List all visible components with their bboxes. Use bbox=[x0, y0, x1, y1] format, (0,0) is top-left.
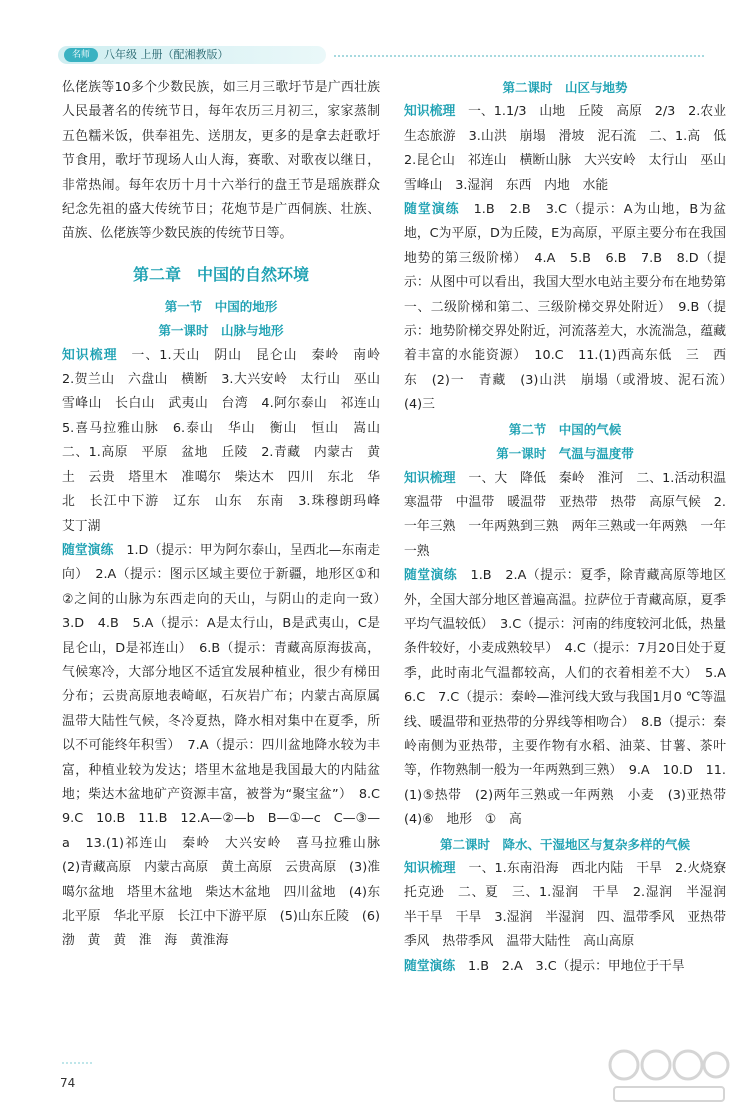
answer-block bbox=[62, 539, 393, 954]
footer-dotted-rule bbox=[62, 1062, 92, 1064]
section-title: 第二课时 山区与地势 bbox=[502, 80, 628, 95]
answer-block bbox=[404, 857, 739, 955]
block-tag: 随堂演练 bbox=[404, 202, 460, 218]
block-text: 一、1.1/3 山地 丘陵 高原 2/3 2.农业 生态旅游 3.山洪 崩塌 滑坡 泥石流 二、1.高 低 2.昆仑山 祁连山 横断山脉 大兴安岭 太行山 巫山 雪峰山 3.湿润 东西 内地 水能 bbox=[404, 104, 739, 193]
answer-block bbox=[404, 198, 739, 418]
right-column bbox=[404, 76, 739, 979]
page-number: 74 bbox=[60, 1076, 76, 1090]
block-tag: 随堂演练 bbox=[62, 542, 114, 558]
section-title: 第一课时 气温与温度带 bbox=[496, 446, 634, 462]
block-text: 1.B 2.A 3.C（提示：甲地位于干旱 bbox=[455, 958, 685, 974]
block-tag: 随堂演练 bbox=[404, 568, 458, 584]
answer-block bbox=[404, 564, 739, 832]
block-tag: 知识梳理 bbox=[404, 104, 456, 120]
answer-block bbox=[404, 467, 739, 565]
block-tag: 知识梳理 bbox=[62, 347, 118, 363]
watermark-logo-icon bbox=[604, 1037, 734, 1107]
answer-block bbox=[404, 100, 739, 198]
block-text: 1.B 2.A（提示：夏季，除青藏高原等地区外，全国大部分地区普遍高温。拉萨位于青藏高原，夏季平均气温较低） 3.C（提示：河南的纬度较河北低，热量条件较好，小麦成熟较早） 4.C（提示：7月20日处于夏季，此时南北气温都较高，人们的衣着相差不大） 5.A 6.C 7.C（提示：秦岭—淮河线大致与我国1月0 ℃等温线、暖温带和亚热带的分界线等相吻合） 8.B（提示：秦岭南侧为亚热带，主要作物有水稻、油菜、甘薯、茶叶等，作物熟制一般为一年两熟到三熟） 9.A 10.D 11.(1)⑤热带 (2)两年三熟或一年两熟 小麦 (3)亚热带 (4)⑥ 地形 ① 高 bbox=[404, 568, 739, 828]
page-header bbox=[58, 46, 708, 66]
book-title: 八年级 上册（配湘教版） bbox=[104, 48, 229, 61]
paragraph: 仫佬族等10多个少数民族，如三月三歌圩节是广西壮族人民最著名的传统节日，每年农历三月初三，家家蒸制五色糯米饭，供奉祖先、送朋友，更多的是拿去赶歌圩节食用，歌圩节现场人山人海，赛歌、对歌夜以继日，非常热闹。每年农历十月十六举行的盘王节是瑶族群众纪念先祖的盛大传统节日；花炮节是广西侗族、壮族、苗族、仫佬族等少数民族的传统节日等。 bbox=[62, 80, 380, 242]
block-text: 一、1.天山 阴山 昆仑山 秦岭 南岭 2.贺兰山 六盘山 横断 3.大兴安岭 太行山 巫山 雪峰山 长白山 武夷山 台湾 4.阿尔泰山 祁连山 5.喜马拉雅山脉 6.泰山 华山 衡山 恒山 嵩山 二、1.高原 平原 盆地 丘陵 2.青藏 内蒙古 黄土 云贵 塔里木 准噶尔 柴达木 四川 东北 华北 长江中下游 辽东 山东 东南 3.珠穆朗玛峰 艾丁湖 bbox=[62, 347, 393, 534]
block-text: 1.D（提示：甲为阿尔泰山，呈西北—东南走向） 2.A（提示：图示区域主要位于新疆，地形区①和②之间的山脉为东西走向的天山，与阴山的走向一致） 3.D 4.B 5.A（提示：A是太行山，B是武夷山，C是昆仑山，D是祁连山） 6.B（提示：青藏高原海拔高，气候寒冷，大部分地区不适宜发展种植业，很少有梯田分布；云贵高原地表崎岖，石灰岩广布；内蒙古高原属温带大陆性气候，冬冷夏热，降水相对集中在夏季，所以不可能终年积雪） 7.A（提示：四川盆地降水较为丰富，种植业较为发达；塔里木盆地是我国最大的内陆盆地；柴达木盆地矿产资源丰富，被誉为“聚宝盆”） 8.C 9.C 10.B 11.B 12.A—②—b B—①—c C—③—a 13.(1)祁连山 秦岭 大兴安岭 喜马拉雅山脉 (2)青藏高原 内蒙古高原 黄土高原 云贵高原 (3)准噶尔盆地 塔里木盆地 柴达木盆地 四川盆地 (4)东北平原 华北平原 长江中下游平原 (5)山东丘陵 (6)渤 黄 黄 淮 海 黄淮海 bbox=[62, 542, 393, 949]
block-text: 一、大 降低 秦岭 淮河 二、1.活动积温 寒温带 中温带 暖温带 亚热带 热带 高原气候 2.一年三熟 一年两熟到三熟 两年三熟或一年两熟 一年一熟 bbox=[404, 470, 739, 559]
block-text: 1.B 2.B 3.C（提示：A为山地，B为盆地，C为平原，D为丘陵，E为高原，平原主要分布在我国地势的第三级阶梯） 4.A 5.B 6.B 7.B 8.D（提示：从图中可以看出，我国大型水电站主要分布在地势第一、二级阶梯和第二、三级阶梯交界处附近） 9.B（提示：地势阶梯交界处附近，河流落差大，水流湍急，蕴藏着丰富的水能资源） 10.C 11.(1)西高东低 三 西 东 (2)一 青藏 (3)山洪 崩塌（或滑坡、泥石流） (4)三 bbox=[404, 202, 739, 413]
section-title: 第二节 中国的气候 bbox=[508, 421, 622, 437]
chapter-title: 第二章 中国的自然环境 bbox=[132, 264, 309, 284]
section-title: 第二课时 降水、干湿地区与复杂多样的气候 bbox=[439, 836, 690, 852]
section-title: 第一课时 山脉与地形 bbox=[158, 323, 284, 339]
section-title: 第一节 中国的地形 bbox=[164, 298, 278, 314]
block-tag: 知识梳理 bbox=[404, 470, 456, 486]
left-column bbox=[62, 76, 393, 954]
brand-badge: 名师 bbox=[64, 48, 98, 62]
header-dotted-rule bbox=[334, 55, 704, 57]
block-text: 一、1.东南沿海 西北内陆 干旱 2.火烧寮 托克逊 二、夏 三、1.湿润 干旱 2.湿润 半湿润 半干旱 干旱 3.湿润 半湿润 四、温带季风 亚热带季风 热带季风 温带大陆性 高山高原 bbox=[404, 861, 739, 950]
answer-block bbox=[404, 955, 726, 979]
block-tag: 随堂演练 bbox=[404, 958, 456, 974]
block-tag: 知识梳理 bbox=[404, 861, 456, 876]
answer-block bbox=[62, 344, 393, 539]
